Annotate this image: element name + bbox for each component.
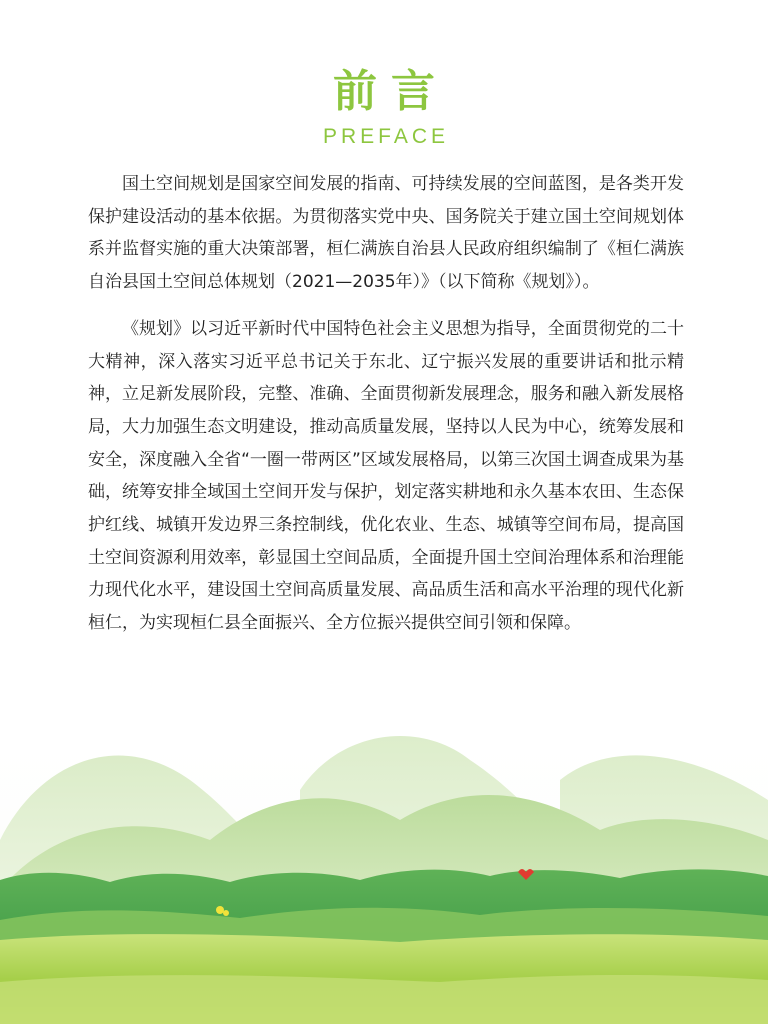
paragraph-1: 国土空间规划是国家空间发展的指南、可持续发展的空间蓝图，是各类开发保护建设活动的基本依据。为贯彻落实党中央、国务院关于建立国土空间规划体系并监督实施的重大决策部署，桓仁满族自治县人民政府组织编制了《桓仁满族自治县国土空间总体规划（2021—2035年）》（以下简称《规划》）。 <box>88 174 684 293</box>
meadow-highlight <box>0 975 768 1024</box>
page-title: 前言 <box>333 66 449 117</box>
preface-body <box>88 168 684 640</box>
paragraph-2: 《规划》以习近平新时代中国特色社会主义思想为指导，全面贯彻党的二十大精神，深入落实习近平总书记关于东北、辽宁振兴发展的重要讲话和批示精神，立足新发展阶段，完整、准确、全面贯彻新发展理念，服务和融入新发展格局，大力加强生态文明建设，推动高质量发展，坚持以人民为中心，统筹发展和安全，深度融入全省“一圈一带两区”区域发展格局，以第三次国土调查成果为基础，统筹安排全域国土空间开发与保护，划定落实耕地和永久基本农田、生态保护红线、城镇开发边界三条控制线，优化农业、生态、城镇等空间布局，提高国土空间资源利用效率，彰显国土空间品质，全面提升国土空间治理体系和治理能力现代化水平，建设国土空间高质量发展、高品质生活和高水平治理的现代化新桓仁，为实现桓仁县全面振兴、全方位振兴提供空间引领和保障。 <box>88 318 684 634</box>
landscape-illustration <box>0 720 768 1024</box>
page-subtitle: PREFACE <box>322 125 450 148</box>
yellow-flower-icon <box>216 906 224 914</box>
yellow-flower-icon <box>223 910 229 916</box>
